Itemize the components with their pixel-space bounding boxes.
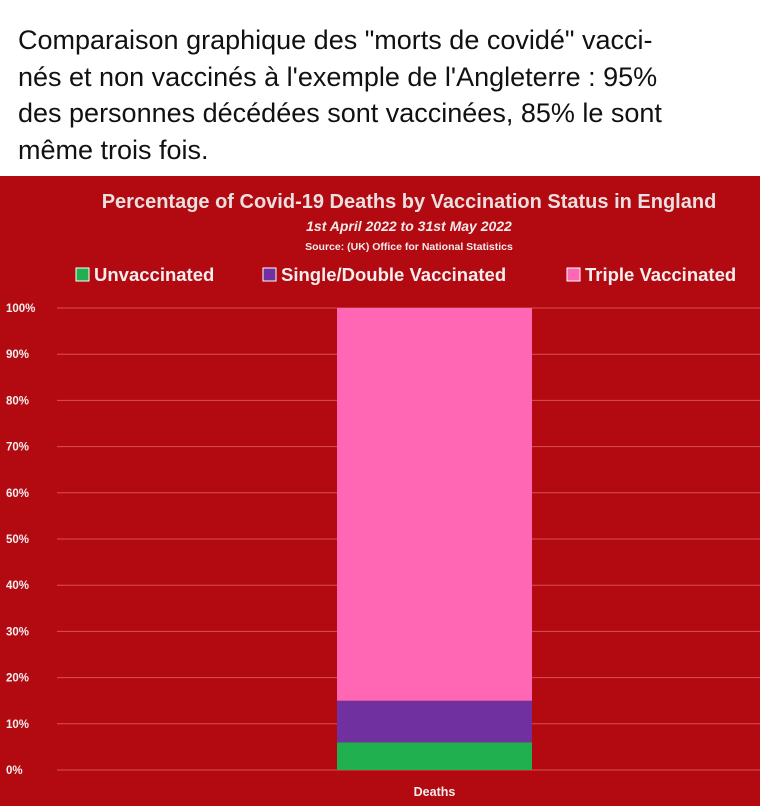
bars (337, 308, 532, 770)
caption-line: Comparaison graphique des "morts de covidé" vacci- (18, 25, 653, 55)
legend-swatch-triple-vaccinated (567, 268, 580, 281)
y-tick-label: 20% (6, 672, 30, 685)
caption-line: nés et non vaccinés à l'exemple de l'Angleterre : 95% (18, 61, 658, 92)
y-tick-label: 40% (6, 580, 30, 593)
legend-label-single-double-vaccinated: Single/Double Vaccinated (281, 264, 507, 285)
legend-label-triple-vaccinated: Triple Vaccinated (585, 264, 737, 285)
x-category-label: Deaths (413, 785, 456, 799)
bar-segment-single-double-vaccinated (337, 701, 532, 743)
y-tick-label: 0% (6, 765, 23, 777)
y-axis-ticks (6, 303, 35, 777)
y-tick-label: 60% (6, 487, 30, 500)
bar-segment-unvaccinated (337, 742, 532, 770)
legend (76, 264, 736, 285)
stacked-bar-chart (0, 176, 760, 806)
y-tick-label: 70% (6, 441, 30, 454)
chart-panel (0, 176, 760, 806)
caption-line: même trois fois. (18, 134, 209, 165)
y-tick-label: 100% (6, 303, 36, 315)
bar-segment-triple-vaccinated (337, 308, 532, 701)
chart-subtitle: 1st April 2022 to 31st May 2022 (306, 218, 512, 234)
y-tick-label: 80% (6, 395, 30, 408)
caption-text (18, 22, 748, 168)
legend-swatch-unvaccinated (76, 268, 89, 281)
y-tick-label: 90% (6, 349, 30, 362)
chart-title: Percentage of Covid-19 Deaths by Vaccination Status in England (101, 191, 717, 213)
legend-swatch-single-double-vaccinated (263, 268, 276, 281)
legend-label-unvaccinated: Unvaccinated (94, 264, 215, 285)
y-tick-label: 30% (6, 626, 30, 639)
chart-source: Source: (UK) Office for National Statistics (305, 241, 513, 253)
y-tick-label: 50% (6, 534, 30, 546)
x-axis-categories (414, 785, 456, 799)
y-tick-label: 10% (6, 718, 30, 731)
caption-line: des personnes décédées sont vaccinées, 85% le sont (18, 98, 662, 128)
